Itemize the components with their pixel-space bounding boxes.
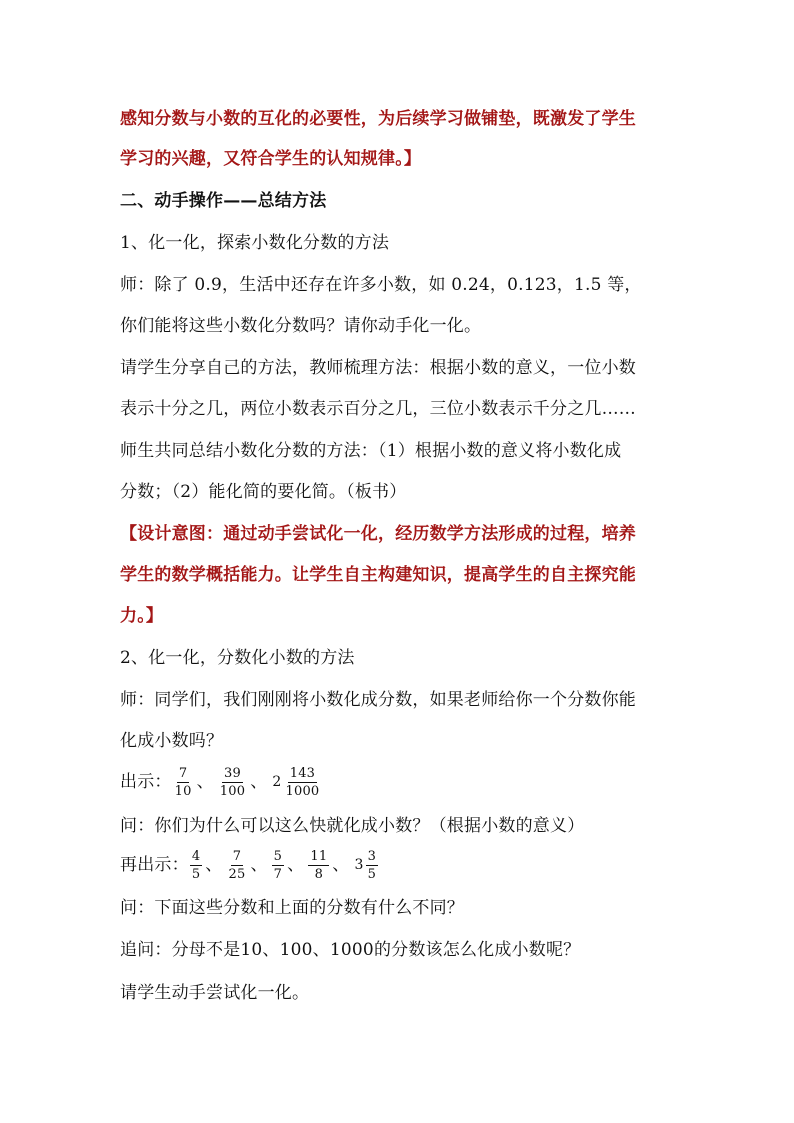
- fraction-denominator: 1000: [285, 783, 320, 799]
- design-intent-line-1: 【设计意图：通过动手尝试化一化，经历数学方法形成的过程，培养: [120, 524, 636, 544]
- mixed-fraction: [366, 849, 378, 882]
- teacher-text-2-line-1: 师：同学们，我们刚刚将小数化成分数，如果老师给你一个分数你能: [120, 690, 636, 710]
- fraction-numerator: 7: [178, 765, 188, 781]
- separator: 、: [196, 772, 214, 792]
- fraction-11-8: [308, 849, 329, 882]
- fraction-4-5: [190, 849, 202, 882]
- fraction-5-7: [272, 849, 284, 882]
- question-1: 问：你们为什么可以这么快就化成小数？（根据小数的意义）: [120, 816, 585, 836]
- fraction-denominator: 7: [273, 866, 283, 882]
- summary-text-line-1: 师生共同总结小数化分数的方法：（1）根据小数的意义将小数化成: [120, 441, 622, 461]
- show-label: 出示：: [120, 772, 172, 792]
- design-note-line-1: 感知分数与小数的互化的必要性，为后续学习做铺垫，既激发了学生: [120, 109, 636, 129]
- separator: 、: [205, 855, 223, 875]
- question-3: 追问：分母不是10、100、1000的分数该怎么化成小数呢？: [120, 940, 581, 960]
- design-intent-line-2: 学生的数学概括能力。让学生自主构建知识，提高学生的自主探究能: [120, 565, 636, 585]
- closing-instruction: 请学生动手尝试化一化。: [120, 983, 310, 1003]
- fraction-numerator: 3: [367, 848, 377, 864]
- mixed-whole: 3: [354, 857, 364, 873]
- teacher-text-1-line-2: 你们能将这些小数化分数吗？请你动手化一化。: [120, 316, 482, 336]
- show-fractions-row-2: [120, 845, 680, 885]
- mixed-fraction: [284, 766, 322, 799]
- summary-text-line-2: 分数；（2）能化简的要化简。（板书）: [120, 482, 407, 502]
- separator: 、: [250, 855, 268, 875]
- fraction-denominator: 8: [314, 866, 324, 882]
- teacher-text-1-line-1: 师：除了 0.9，生活中还存在许多小数，如 0.24，0.123，1.5 等，: [120, 275, 642, 295]
- fraction-numerator: 5: [273, 848, 283, 864]
- subsection-1-title: 1、化一化，探索小数化分数的方法: [120, 233, 390, 253]
- fraction-denominator: 5: [191, 866, 201, 882]
- fraction-numerator: 7: [232, 848, 242, 864]
- fraction-denominator: 10: [174, 783, 192, 799]
- mixed-number-2-143-1000: [270, 766, 322, 799]
- fraction-denominator: 5: [367, 866, 377, 882]
- fraction-numerator: 4: [191, 848, 201, 864]
- separator: 、: [287, 855, 305, 875]
- show-fractions-row-1: [120, 762, 680, 802]
- fraction-denominator: 100: [219, 783, 246, 799]
- section-heading-2: 二、动手操作——总结方法: [120, 191, 327, 211]
- show-again-label: 再出示：: [120, 855, 189, 875]
- subsection-2-title: 2、化一化，分数化小数的方法: [120, 648, 355, 668]
- fraction-numerator: 39: [224, 765, 241, 781]
- teacher-text-2-line-2: 化成小数吗？: [120, 731, 224, 751]
- fraction-numerator: 11: [310, 848, 328, 864]
- separator: 、: [250, 772, 268, 792]
- share-text-line-1: 请学生分享自己的方法，教师梳理方法：根据小数的意义，一位小数: [120, 358, 636, 378]
- design-intent-line-3: 力。】: [120, 606, 164, 626]
- fraction-numerator: 143: [289, 765, 316, 781]
- mixed-whole: 2: [272, 774, 282, 790]
- separator: 、: [332, 855, 350, 875]
- fraction-7-25: [227, 849, 248, 882]
- fraction-39-100: [218, 766, 247, 799]
- design-note-line-2: 学习的兴趣，又符合学生的认知规律。】: [120, 149, 422, 169]
- fraction-7-10: [173, 766, 194, 799]
- fraction-denominator: 25: [228, 866, 246, 882]
- question-2: 问：下面这些分数和上面的分数有什么不同？: [120, 898, 464, 918]
- share-text-line-2: 表示十分之几，两位小数表示百分之几，三位小数表示千分之几……: [120, 399, 636, 419]
- mixed-number-3-3-5: [353, 849, 380, 882]
